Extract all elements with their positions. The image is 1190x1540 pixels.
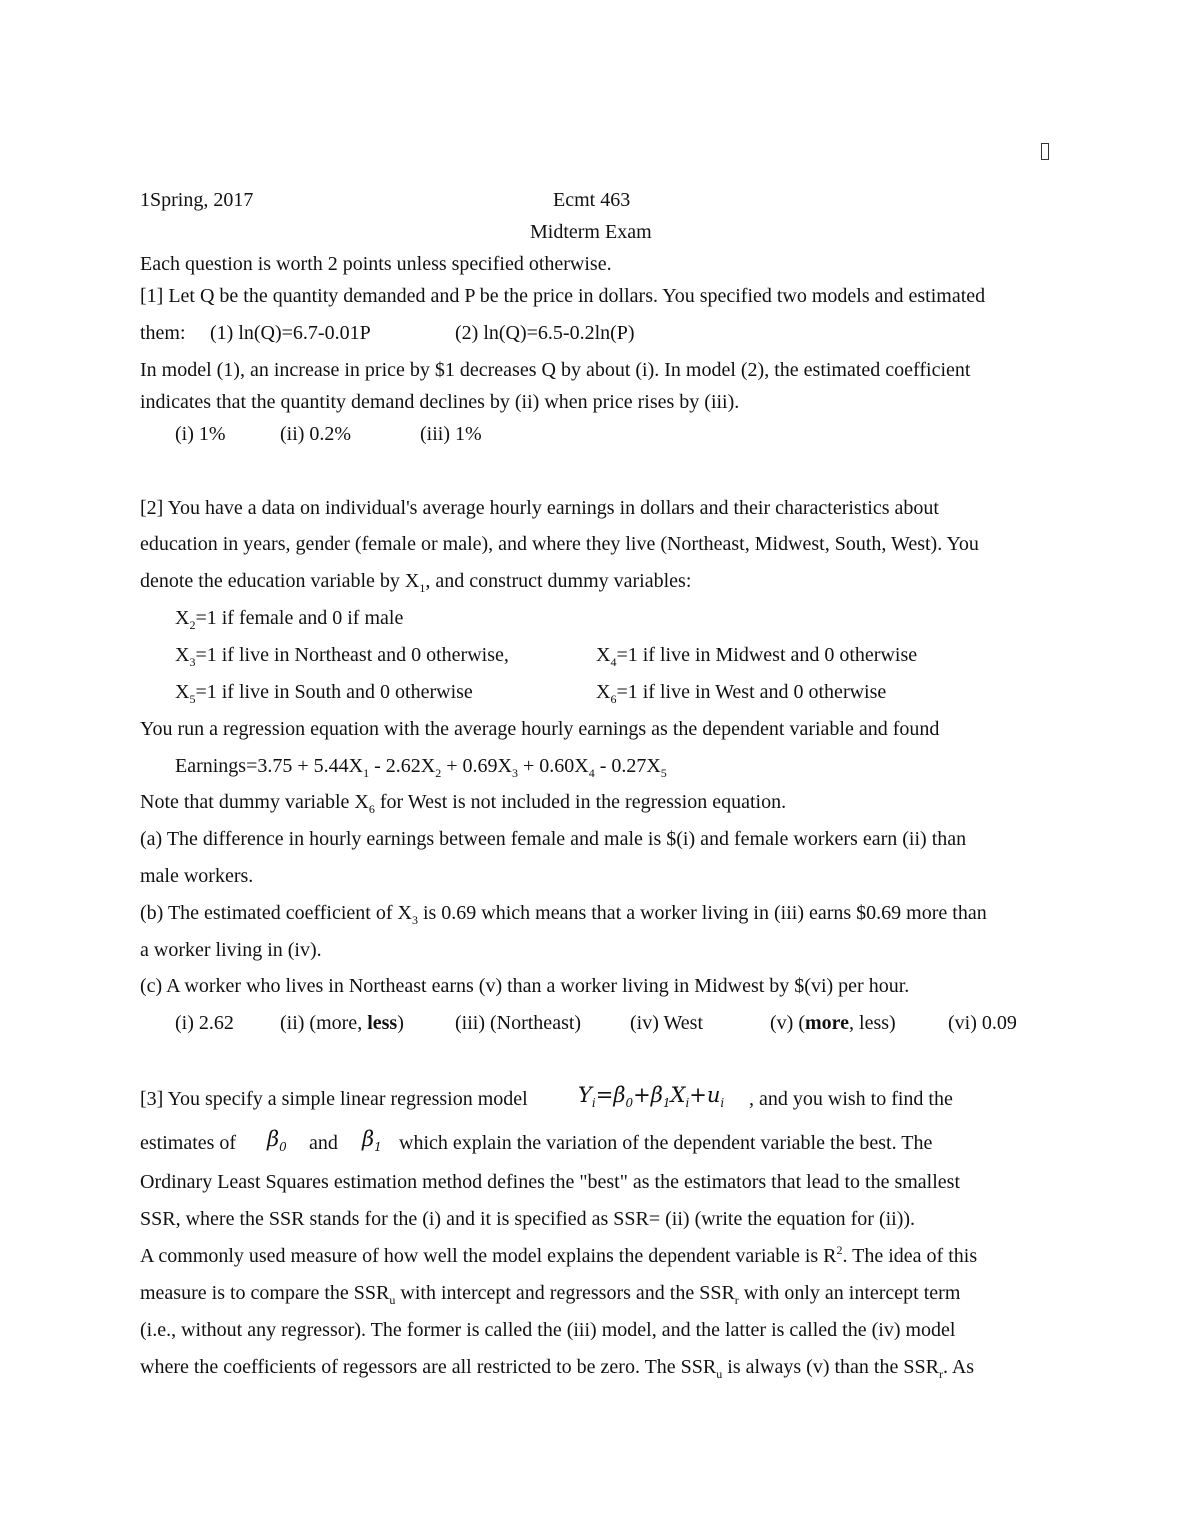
q2-dummy-x5: $X_5=1$ if live in South and 0 otherwise (175, 681, 473, 706)
q3-model-equation: $Y_i=\beta_0+\beta_1X_i+u_i$ (578, 1083, 725, 1110)
q1-them-label: them: (140, 322, 186, 344)
q1-answer-ii: (ii) 0.2% (280, 423, 352, 445)
q3-line-1-start: [3] You specify a simple linear regression model (140, 1088, 528, 1110)
q1-model-1: (1) ln(Q)=6.7-0.01P (210, 322, 371, 344)
q2-run-text: You run a regression equation with the average hourly earnings as the dependent variable and found (140, 718, 940, 740)
q2-dummy-x3: $X_3=1$ if live in Northeast and 0 otherwise, (175, 644, 509, 669)
q3-and: and (309, 1132, 338, 1154)
q2-answer-iii: (iii) (Northeast) (455, 1012, 582, 1034)
q2-part-a-line-2: male workers. (140, 865, 254, 887)
q2-part-b-line-2: a worker living in (iv). (140, 939, 322, 961)
q2-dummy-x2: $X_2=1$ if female and 0 if male (175, 607, 404, 632)
q2-part-b-line-1: (b) The estimated coefficient of $X_3$ is 0.69 which means that a worker living in (iii) earns $0.69 more than (140, 902, 987, 927)
q3-line-3: Ordinary Least Squares estimation method defines the "best" as the estimators that lead to the smallest (140, 1171, 961, 1193)
intro-text: Each question is worth 2 points unless specified otherwise. (140, 253, 612, 275)
q2-dummy-x6: $X_6=1$ if live in West and 0 otherwise (596, 681, 887, 706)
q3-line-4: SSR, where the SSR stands for the (i) and it is specified as SSR= (ii) (write the equation for (ii)). (140, 1208, 916, 1230)
q3-line-7: (i.e., without any regressor). The former is called the (iii) model, and the latter is called the (iv) model (140, 1319, 956, 1341)
q2-line-3: denote the education variable by $X_1$, and construct dummy variables: (140, 570, 692, 595)
q3-beta-1: $\beta_1$ (362, 1127, 382, 1154)
q3-line-8: where the coefficients of regessors are all restricted to be zero. The $SSR_u$ is always (v) than the $SSR_r$. As (140, 1356, 975, 1381)
q1-answer-iii: (iii) 1% (420, 423, 482, 445)
q3-line-2-end: which explain the variation of the dependent variable the best. The (399, 1132, 933, 1154)
q2-part-a-line-1: (a) The difference in hourly earnings between female and male is $(i) and female workers earn (ii) than (140, 828, 967, 850)
q2-answer-ii: (ii) (more, less) (280, 1012, 404, 1034)
q3-line-6: measure is to compare the $SSR_u$ with intercept and regressors and the $SSR_r$ with only an intercept term (140, 1282, 961, 1307)
q2-dummy-x4: $X_4=1$ if live in Midwest and 0 otherwise (596, 644, 918, 669)
q3-beta-0: $\beta_0$ (267, 1127, 287, 1154)
q2-regression-equation: Earnings=3.75 + $5.44X_1 - 2.62X_2 + 0.69X_3 + 0.60X_4 - 0.27X_5$ (175, 755, 667, 780)
course-code: Ecmt 463 (553, 189, 631, 211)
q2-answer-v: (v) (more, less) (770, 1012, 896, 1034)
q1-line-3: In model (1), an increase in price by $1 decreases Q by about (i). In model (2), the estimated coefficient (140, 359, 971, 381)
q2-line-1: [2] You have a data on individual's average hourly earnings in dollars and their characteristics about (140, 497, 939, 519)
q2-note: Note that dummy variable $X_6$ for West is not included in the regression equation. (140, 791, 787, 816)
q3-line-5: A commonly used measure of how well the model explains the dependent variable is $R^2$. The idea of this (140, 1243, 978, 1267)
q1-model-2: (2) ln(Q)=6.5-0.2ln(P) (455, 322, 635, 344)
q1-line-4: indicates that the quantity demand declines by (ii) when price rises by (iii). (140, 391, 740, 413)
q3-line-1-end: , and you wish to find the (749, 1088, 953, 1110)
q2-line-2: education in years, gender (female or male), and where they live (Northeast, Midwest, South, West). You (140, 533, 979, 555)
q1-answer-i: (i) 1% (175, 423, 226, 445)
exam-term: 1Spring, 2017 (140, 189, 254, 211)
q2-part-c: (c) A worker who lives in Northeast earns (v) than a worker living in Midwest by $(vi) per hour. (140, 975, 910, 997)
exam-title: Midterm Exam (530, 221, 652, 243)
q3-estimates-label: estimates of (140, 1132, 237, 1154)
q2-answer-vi: (vi) 0.09 (948, 1012, 1017, 1034)
q1-line-1: [1] Let Q be the quantity demanded and P be the price in dollars. You specified two models and estimated (140, 285, 986, 307)
q2-answer-iv: (iv) West (630, 1012, 704, 1034)
q2-answer-i: (i) 2.62 (175, 1012, 234, 1034)
unknown-glyph-icon (1041, 143, 1049, 160)
